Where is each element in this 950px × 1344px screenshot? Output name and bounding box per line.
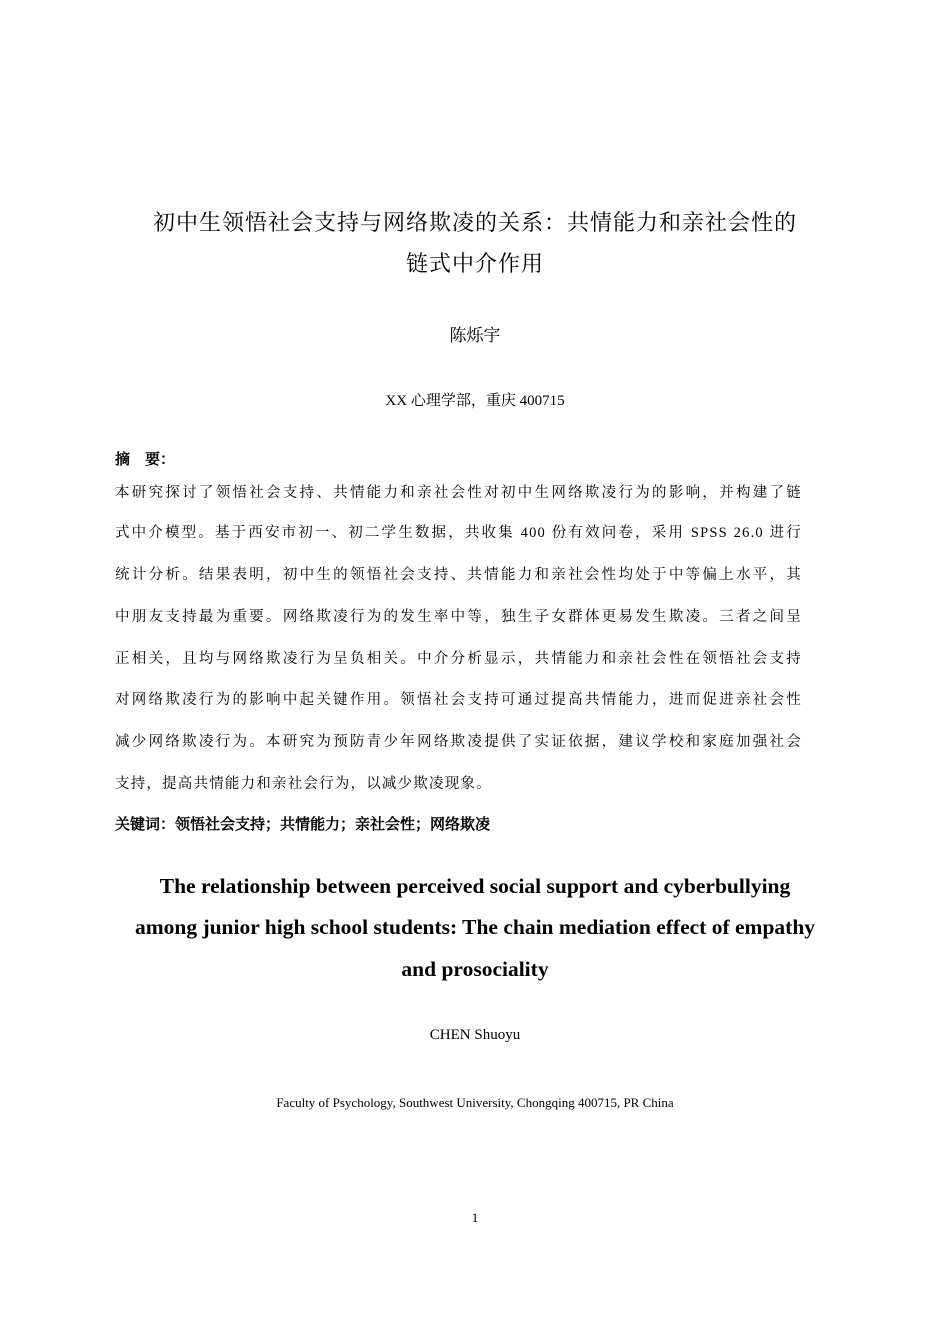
abstract-line: 统计分析。结果表明，初中生的领悟社会支持、共情能力和亲社会性均处于中等偏上水平，其 [115,567,802,583]
abstract-label: 摘 要： [115,452,176,468]
abstract-line: 支持，提高共情能力和亲社会行为，以减少欺凌现象。 [115,776,492,792]
abstract-line: 中朋友支持最为重要。网络欺凌行为的发生率中等，独生子女群体更易发生欺凌。三者之间呈 [115,609,802,625]
abstract-line: 对网络欺凌行为的影响中起关键作用。领悟社会支持可通过提高共情能力，进而促进亲社会性 [115,692,802,708]
chinese-title-line-2: 链式中介作用 [405,252,544,277]
abstract-line: 减少网络欺凌行为。本研究为预防青少年网络欺凌提供了实证依据，建议学校和家庭加强社会 [115,734,802,750]
english-title-line-1: The relationship between perceived social support and cyberbullying [159,874,791,898]
abstract-line: 正相关，且均与网络欺凌行为呈负相关。中介分析显示，共情能力和亲社会性在领悟社会支持 [115,651,802,667]
abstract-line: 式中介模型。基于西安市初一、初二学生数据，共收集 400 份有效问卷，采用 SPSS 26.0 进行 [115,525,802,541]
author-en: CHEN Shuoyu [429,1027,521,1043]
page-number: 1 [471,1210,479,1225]
keywords: 关键词：领悟社会支持；共情能力；亲社会性；网络欺凌 [115,815,491,833]
english-title-line-2: among junior high school students: The chain mediation effect of empathy [134,915,816,939]
chinese-title-line-1: 初中生领悟社会支持与网络欺凌的关系：共情能力和亲社会性的 [152,211,797,236]
affiliation-en: Faculty of Psychology, Southwest University, Chongqing 400715, PR China [276,1095,674,1110]
author-cn: 陈烁宇 [449,326,501,345]
abstract-line: 本研究探讨了领悟社会支持、共情能力和亲社会性对初中生网络欺凌行为的影响，并构建了链 [115,485,802,501]
english-title-line-3: and prosociality [401,957,549,981]
affiliation-cn: XX 心理学部，重庆 400715 [385,393,565,409]
